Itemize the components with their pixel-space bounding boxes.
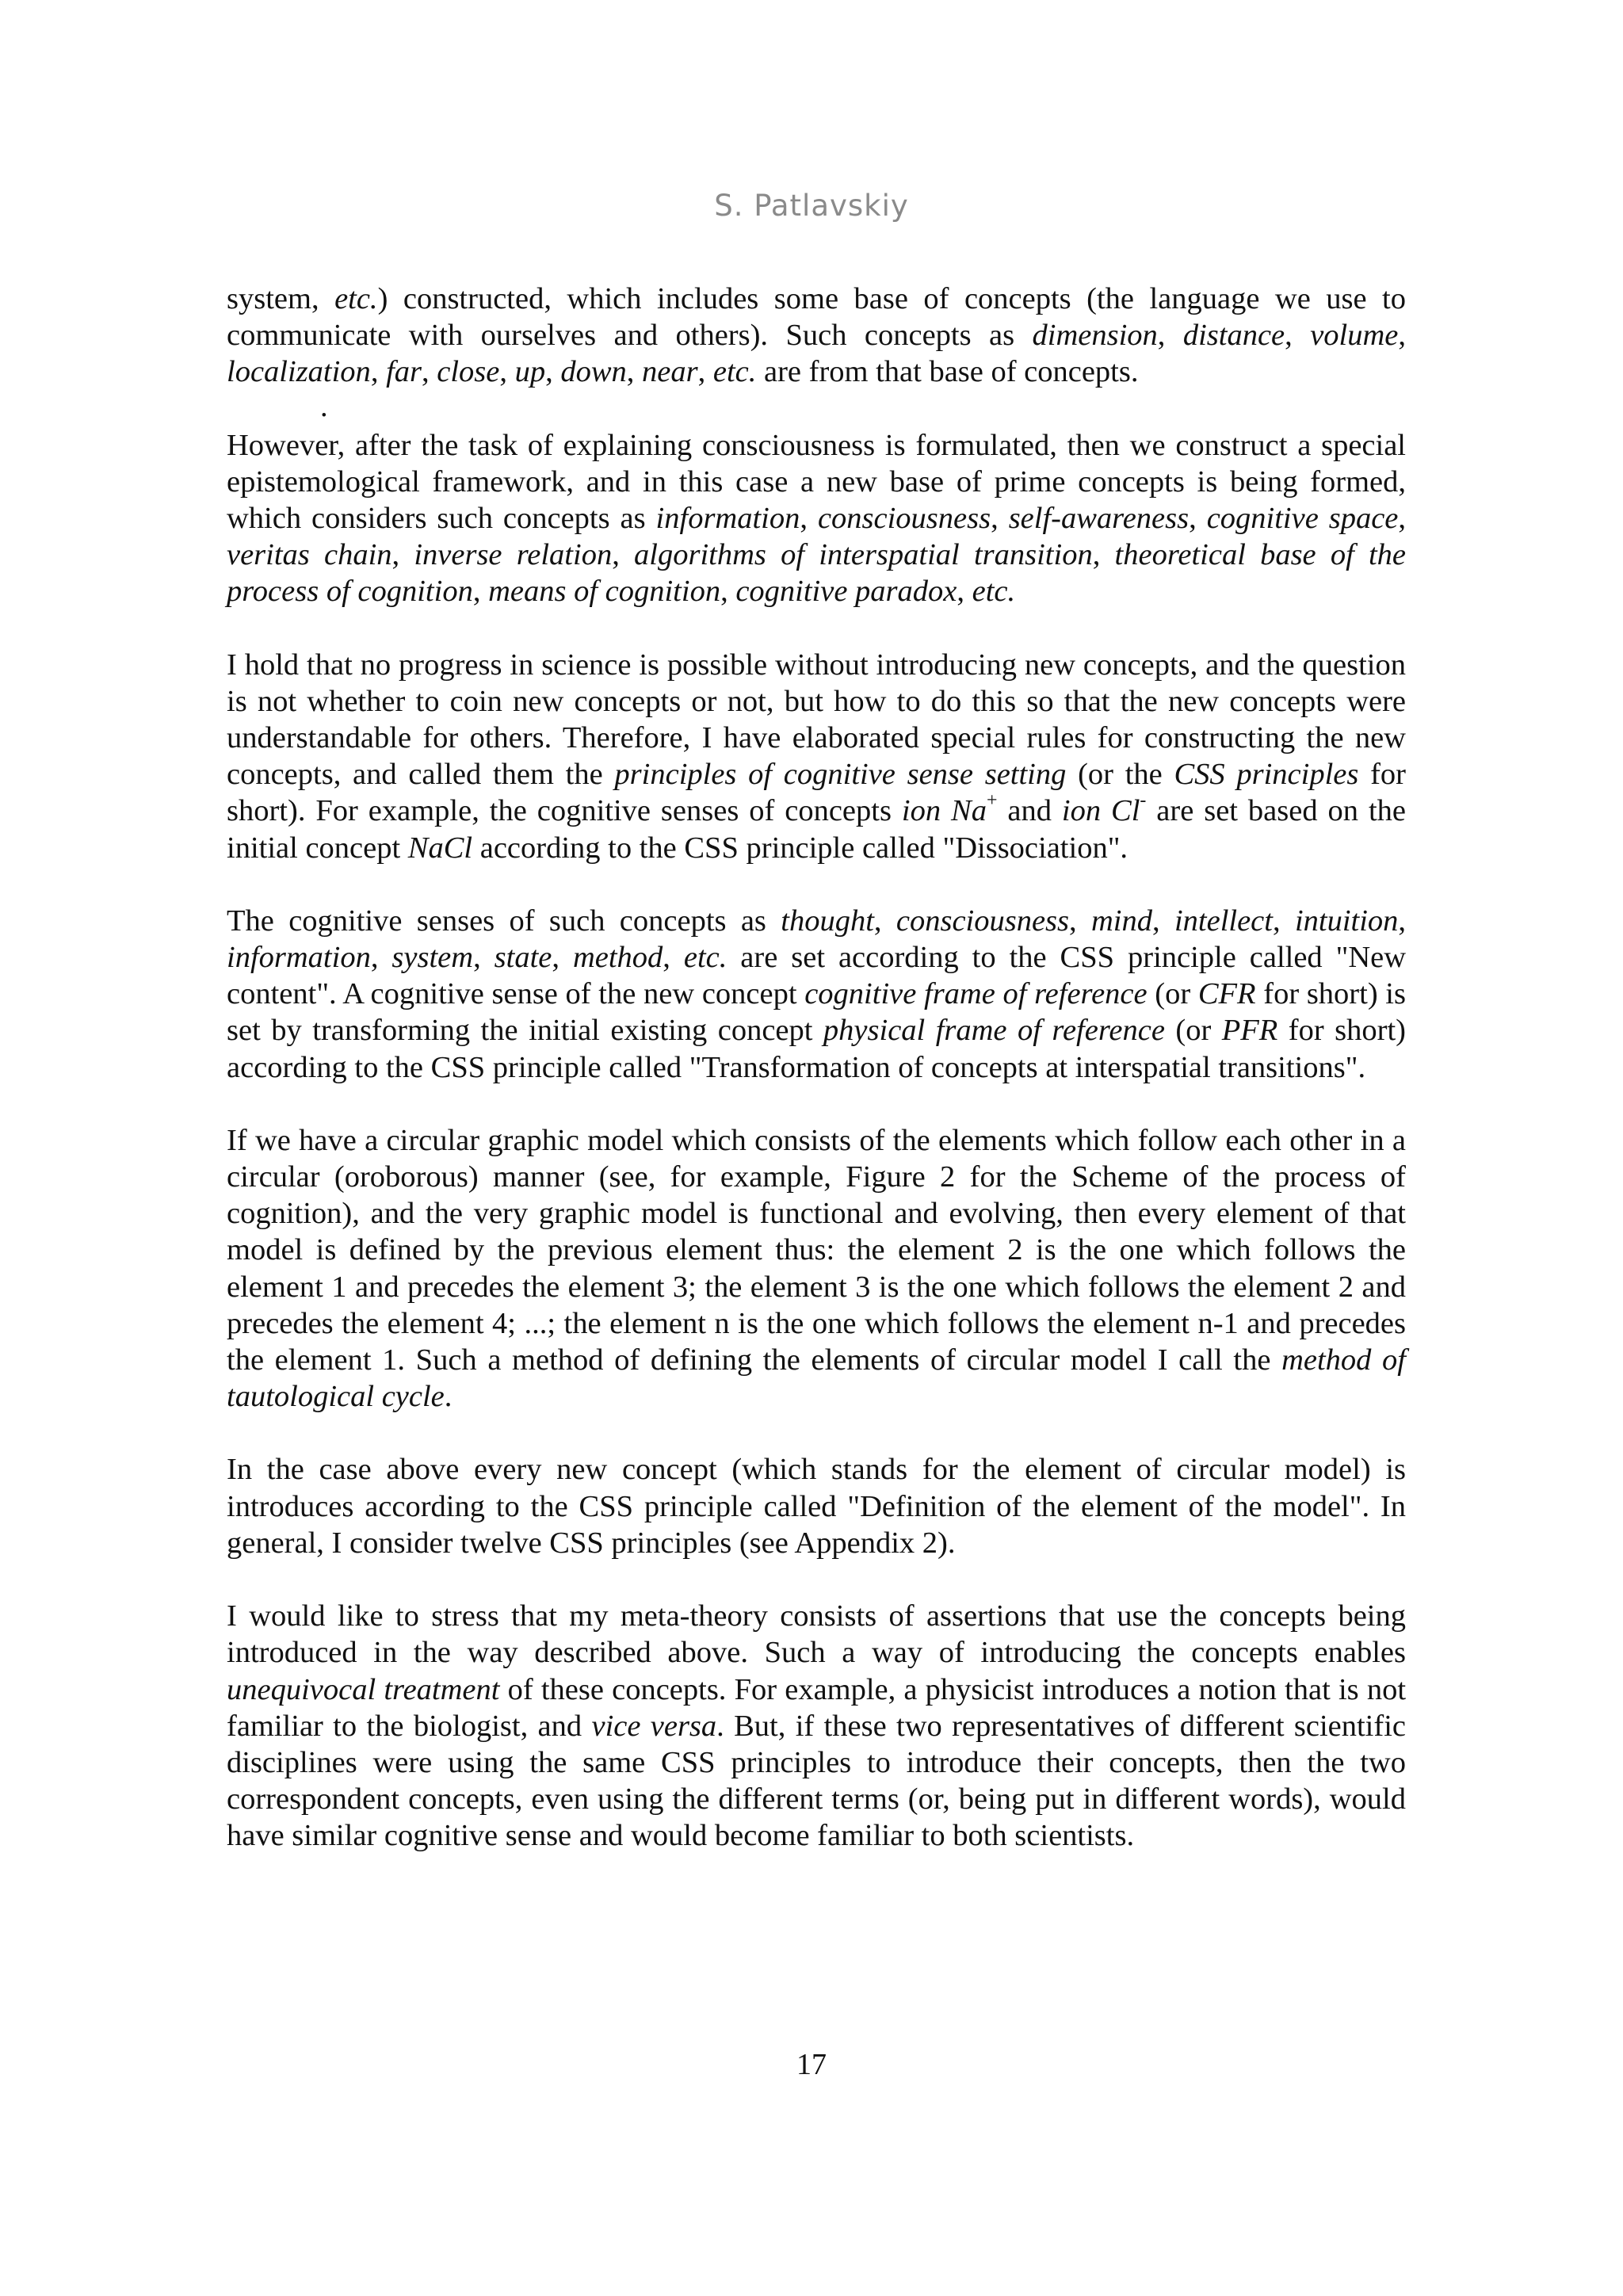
text-run: , [1189, 502, 1207, 536]
italic-term: mind [1091, 904, 1152, 938]
text-run: I hold that no progress in science is possible without introducing new concepts, and the question is not whether to coin new concepts or not, but how to do this so that the new concepts were understandable for others. Therefore, I have elaborated special rules for constructing the new concepts, and called them the [227, 648, 1406, 792]
text-run: , [697, 355, 713, 389]
italic-term: intellect [1174, 904, 1273, 938]
text-run: , [991, 502, 1009, 536]
superscript: - [1140, 790, 1147, 812]
text-run: , [370, 941, 392, 975]
text-run: . But, if these two representatives of different scientific disciplines were using the same CSS principles to introduce their concepts, then the two correspondent concepts, even using the different terms (or, being put in different words), would have similar cognitive sense and would become familiar to both scientists. [227, 1709, 1406, 1853]
italic-term: method [572, 941, 663, 975]
text-run: . [444, 1380, 453, 1414]
italic-term: down [560, 355, 627, 389]
text-run: , [1069, 904, 1091, 938]
text-run: are from that base of concepts. [756, 355, 1139, 389]
text-run: according to the CSS principle called "Dissociation". [472, 831, 1128, 865]
text-run: If we have a circular graphic model which consists of the elements which follow each other in a circular (oroborous) manner (see, for example, Figure 2 for the Scheme of the process of cognition), and the very graphic model is functional and evolving, then every element of that model is defined by the previous element thus: the element 2 is the one which follows the element 1 and precedes the element 3; the element 3 is the one which follows the element 2 and precedes the element 4; ...; the element n is the one which follows the element n-1 and precedes the element 1. Such a method of defining the elements of circular model I call the [227, 1123, 1406, 1377]
italic-term: principles of cognitive sense setting [614, 758, 1067, 792]
italic-term: cognitive frame of reference [804, 977, 1148, 1011]
text-run: , [552, 941, 573, 975]
italic-term: algorithms of interspatial transition [634, 538, 1093, 572]
italic-term: system [391, 941, 474, 975]
text-run: , [1398, 502, 1407, 536]
text-run: , [499, 355, 515, 389]
italic-term: close [437, 355, 500, 389]
italic-term: etc. [334, 282, 378, 315]
italic-term: volume [1310, 319, 1399, 353]
italic-term: up [514, 355, 546, 389]
text-run: (or the [1066, 758, 1174, 792]
text-run: , [545, 355, 561, 389]
italic-term: etc. [712, 355, 757, 389]
italic-term: information [227, 941, 371, 975]
text-run: , [663, 941, 684, 975]
italic-term: PFR [1221, 1014, 1278, 1048]
italic-term: cognitive space [1206, 502, 1399, 536]
italic-term: information [655, 502, 800, 536]
text-run: are set according to the CSS principle called "New content". A cognitive sense of the new concept [227, 941, 1407, 1011]
text-run: , [1398, 319, 1406, 353]
text-run: and [997, 794, 1062, 828]
italic-term: localization [227, 355, 371, 389]
italic-term: inverse relation [414, 538, 613, 572]
paragraph [227, 1122, 1406, 1415]
italic-term: method of tautological cycle [227, 1343, 1406, 1414]
text-run: (or [1147, 977, 1198, 1011]
italic-term: veritas chain [227, 538, 392, 572]
text-run: , [472, 575, 489, 609]
text-run: , [1157, 319, 1183, 353]
text-run: ) constructed, which includes some base of concepts (the language we use to communicate with ourselves and others). Such concepts as [227, 282, 1407, 353]
text-run: , [720, 575, 736, 609]
text-run: , [422, 355, 437, 389]
text-run: , [1285, 319, 1311, 353]
italic-term: unequivocal treatment [227, 1672, 500, 1706]
paragraph [227, 427, 1406, 610]
text-run: In the case above every new concept (which stands for the element of circular model) is introduces according to the CSS principle called "Definition of the element of the model". In general, I consider twelve CSS principles (see Appendix 2). [227, 1453, 1406, 1560]
text-run: , [473, 941, 495, 975]
page-number: 17 [796, 2048, 827, 2081]
text-run: , [1152, 904, 1174, 938]
italic-term: near [642, 355, 698, 389]
text-run: are set based on the initial concept [227, 794, 1406, 865]
italic-term: theoretical base of the process of cognition [227, 538, 1407, 609]
italic-term: far [386, 355, 422, 389]
italic-term: distance [1182, 319, 1285, 353]
paragraph [227, 281, 1406, 391]
running-head-author: S. Patlavskiy [714, 189, 909, 223]
italic-term: self-awareness [1008, 502, 1190, 536]
italic-term: ion Na [901, 794, 987, 828]
stray-dot-mark: . [320, 389, 328, 423]
text-run: system, [227, 282, 335, 315]
superscript: + [986, 790, 998, 812]
text-run: , [1272, 904, 1295, 938]
text-run: for short) is set by transforming the initial existing concept [227, 977, 1406, 1048]
italic-term: CSS principles [1174, 758, 1359, 792]
paragraph [227, 1598, 1406, 1854]
italic-term: physical frame of reference [823, 1014, 1165, 1048]
italic-term: intuition [1294, 904, 1399, 938]
italic-term: ion Cl [1061, 794, 1140, 828]
text-run: , [1398, 904, 1407, 938]
text-run: , [873, 904, 896, 938]
text-run: (or [1164, 1014, 1222, 1048]
text-run: I would like to stress that my meta-theory consists of assertions that use the concepts being introduced in the way described above. Such a way of introducing the concepts enables [227, 1599, 1406, 1670]
paragraph [227, 647, 1406, 866]
text-run: The cognitive senses of such concepts as [227, 904, 781, 938]
italic-term: CFR [1197, 977, 1256, 1011]
italic-term: cognitive paradox [735, 575, 957, 609]
italic-term: dimension [1032, 319, 1158, 353]
paragraph [227, 1451, 1406, 1561]
text-run: However, after the task of explaining consciousness is formulated, then we construct a special epistemological framework, and in this case a new base of prime concepts is being formed, which considers such concepts as [227, 428, 1406, 536]
text-run: of these concepts. For example, a physicist introduces a notion that is not familiar to the biologist, and [227, 1672, 1407, 1743]
text-run: , [800, 502, 818, 536]
body-text [227, 281, 1406, 1891]
text-run: , [370, 355, 387, 389]
italic-term: consciousness [817, 502, 991, 536]
italic-term: consciousness [896, 904, 1070, 938]
italic-term: means of cognition [488, 575, 721, 609]
italic-term: etc. [683, 941, 727, 975]
italic-term: NaCl [407, 831, 473, 865]
italic-term: state [494, 941, 552, 975]
text-run: , [626, 355, 643, 389]
text-run: for short) according to the CSS principle called "Transformation of concepts at interspatial transitions". [227, 1014, 1406, 1084]
italic-term: vice versa [591, 1709, 717, 1743]
text-run: , [391, 538, 414, 572]
text-run: , [612, 538, 635, 572]
paragraph [227, 903, 1406, 1086]
italic-term: thought [781, 904, 874, 938]
text-run: , [1092, 538, 1115, 572]
italic-term: etc. [972, 575, 1016, 609]
text-run: for short). For example, the cognitive senses of concepts [227, 758, 1406, 828]
text-run: , [957, 575, 972, 609]
